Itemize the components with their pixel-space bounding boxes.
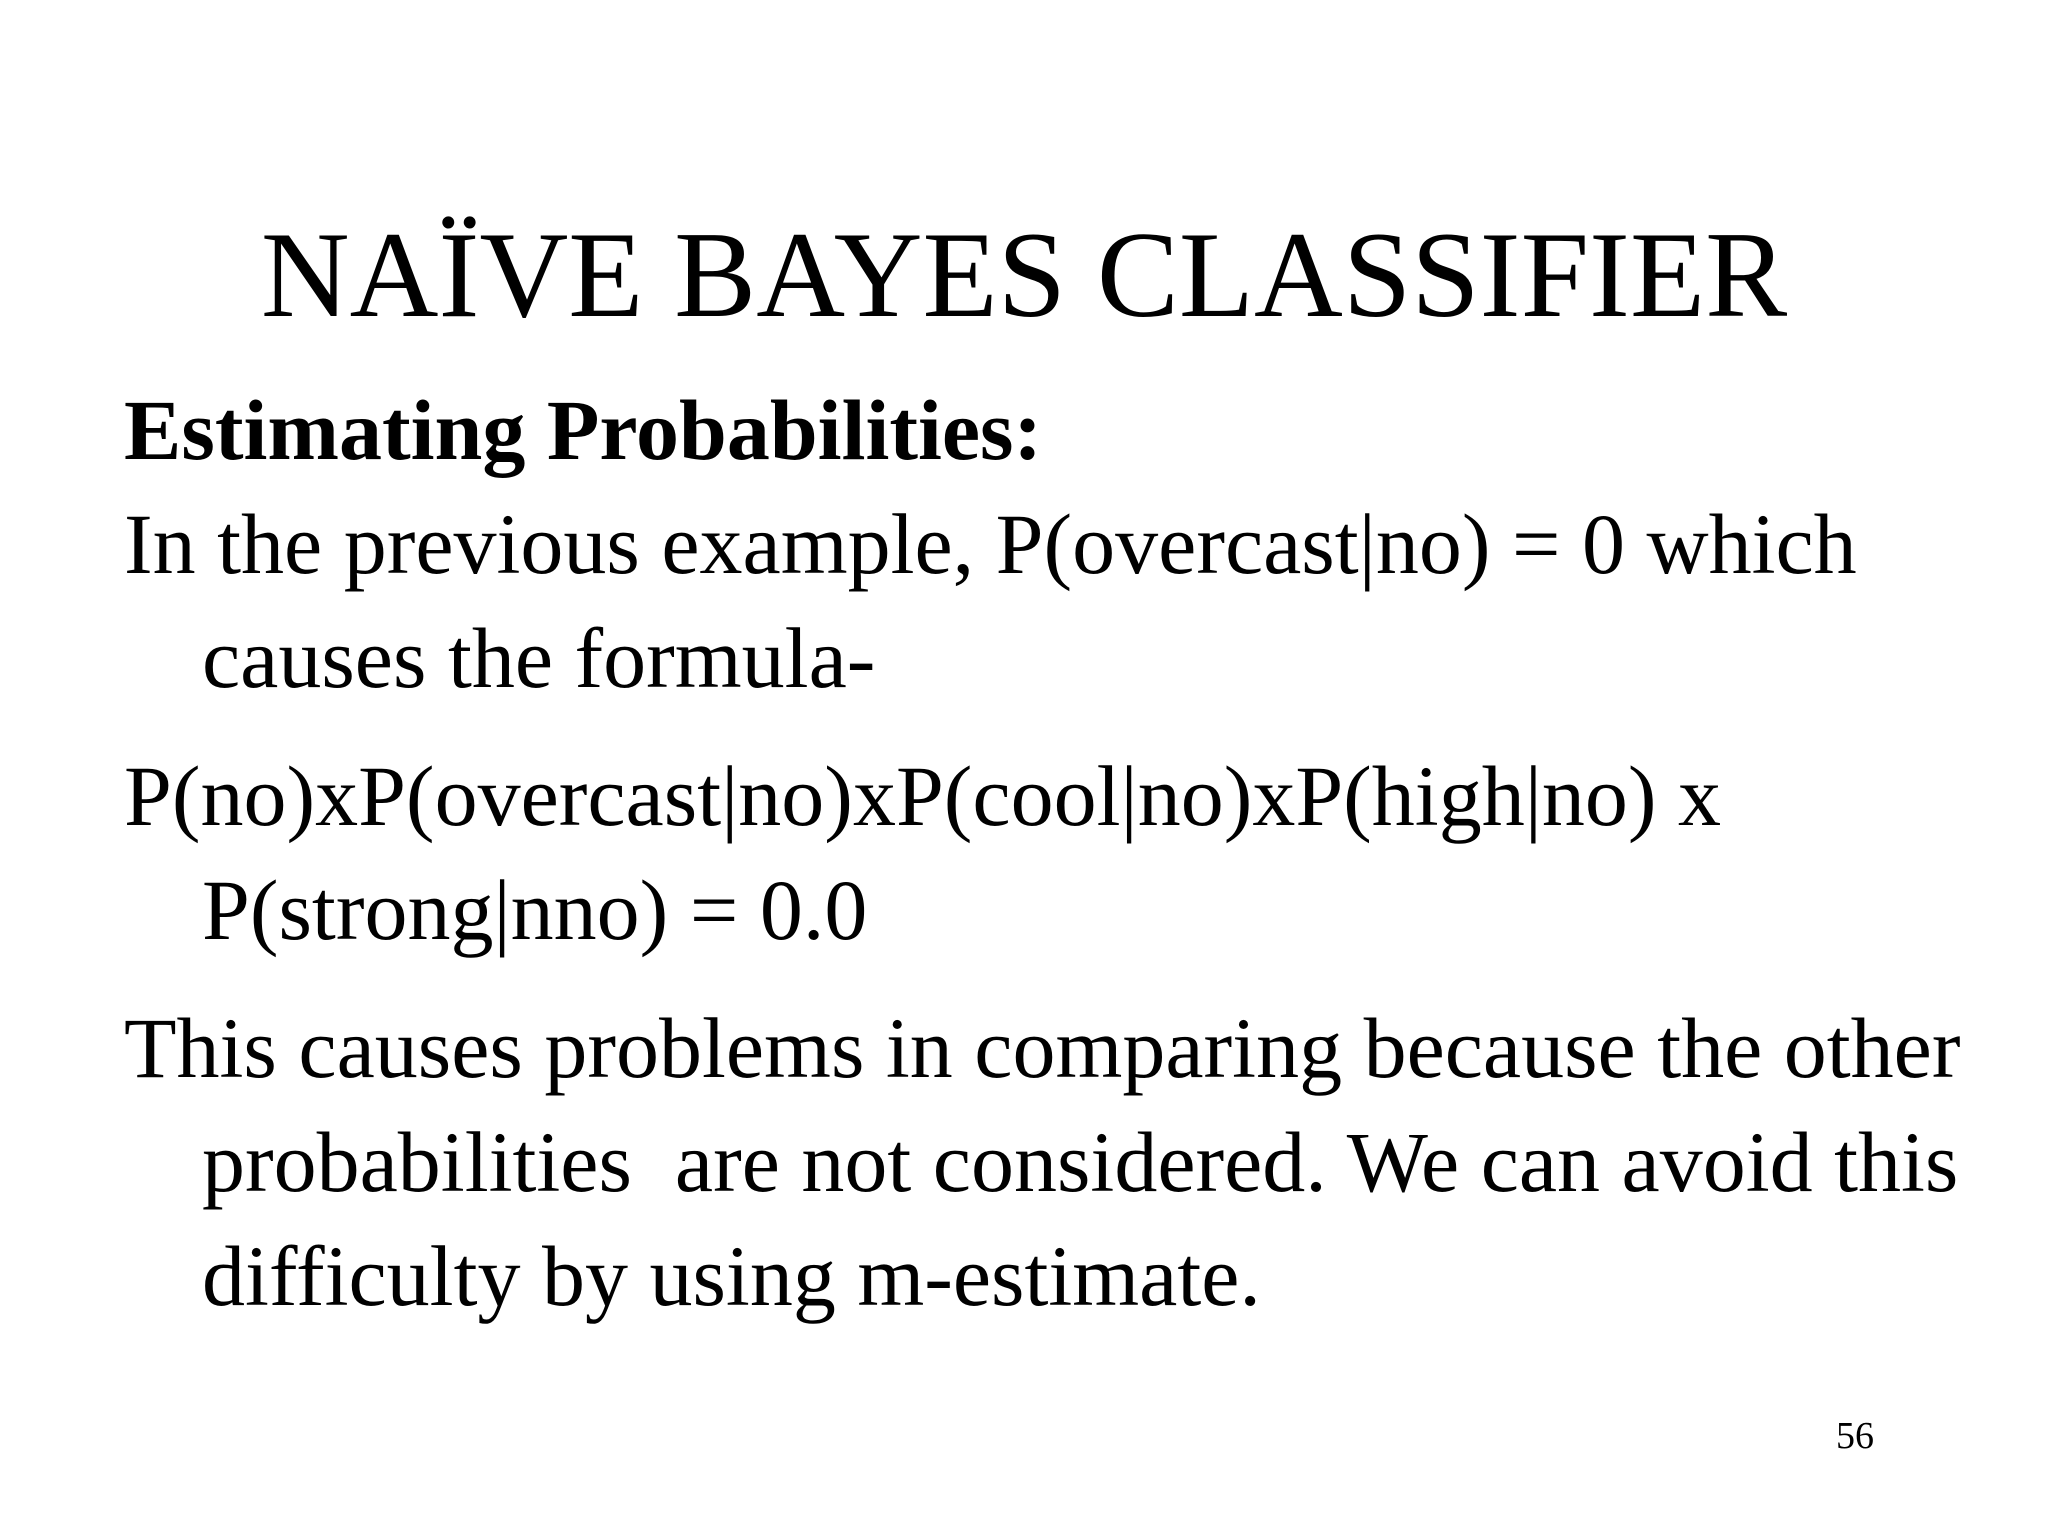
slide-title: NAÏVE BAYES CLASSIFIER xyxy=(260,206,1788,343)
slide-number: 56 xyxy=(1836,1415,1874,1457)
paragraph-formula: P(no)xP(overcast|no)xP(cool|no)xP(high|no) x P(strong|nno) = 0.0 xyxy=(124,748,1743,958)
paragraph-m-estimate: This causes problems in comparing because the other probabilities are not considered. We can avoid this difficulty by using m-estimate. xyxy=(124,1000,1982,1324)
section-heading: Estimating Probabilities: xyxy=(124,382,1043,478)
slide-body xyxy=(124,375,2004,1357)
paragraph-previous-example: In the previous example, P(overcast|no) = 0 which causes the formula- xyxy=(124,496,1879,706)
